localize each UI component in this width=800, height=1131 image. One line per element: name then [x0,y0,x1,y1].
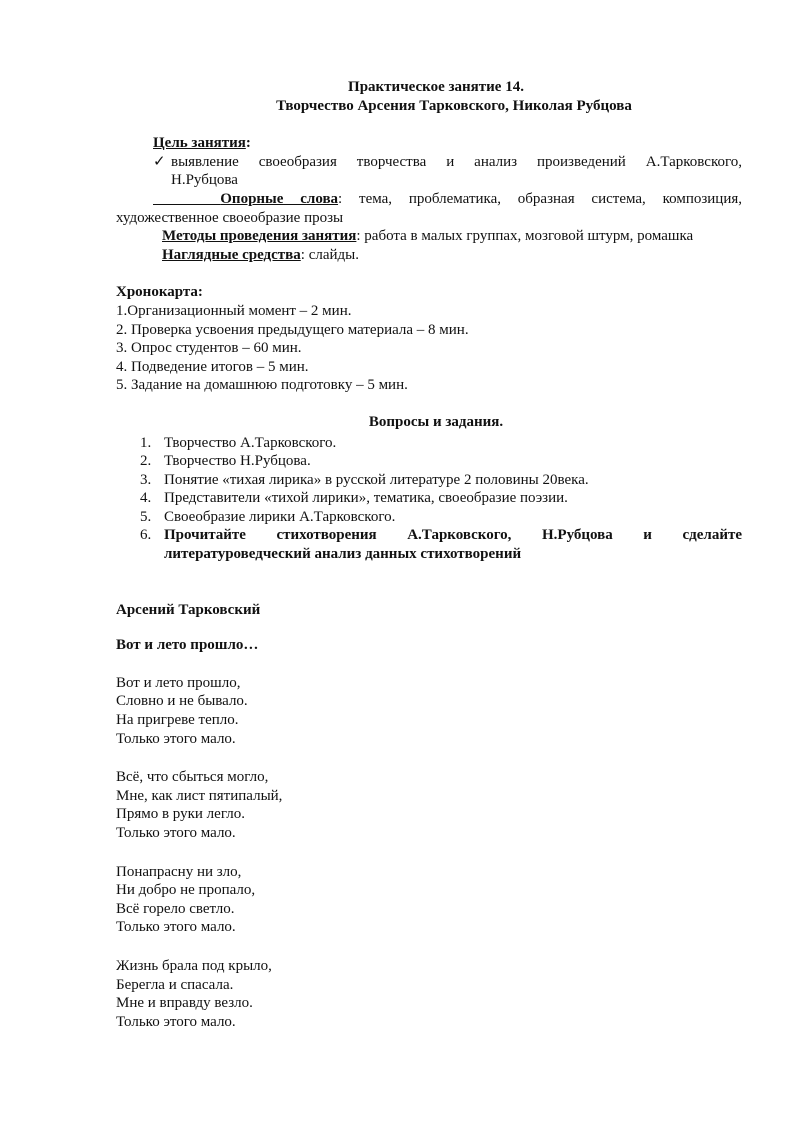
question-text [164,526,742,563]
question-number-wrap [116,508,164,527]
question-text: Своеобразие лирики А.Тарковского. [164,508,396,525]
question-number: 4. [140,490,152,507]
question-number: 5. [140,508,152,525]
goal-text-line-2: Н.Рубцова [171,172,238,189]
poem-line: Понапрасну ни зло, [116,863,242,880]
poem-line: Только этого мало. [116,1013,236,1030]
visual-aids-text: : слайды. [300,246,359,263]
goal-heading-text: Цель занятия [153,135,246,152]
question-item [116,508,742,527]
question-item [116,452,742,471]
methods-label: Методы проведения занятия [162,228,357,245]
keywords-line-1 [116,190,742,209]
visual-aids-line [116,246,742,265]
question-number-wrap [116,471,164,490]
methods-text: : работа в малых группах, мозговой штурм, ромашка [356,228,694,245]
chronocard-item: 3. Опрос студентов – 60 мин. [116,340,302,357]
keywords-text-1: : тема, проблематика, образная система, композиция, [338,190,743,207]
question-number-wrap [116,434,164,453]
goal-heading [116,134,742,153]
poem-line: Только этого мало. [116,919,236,936]
poem-stanza [116,768,742,842]
poem-line: Мне, как лист пятипалый, [116,787,283,804]
poem-line: Жизнь брала под крыло, [116,957,272,974]
poem-stanza [116,957,742,1031]
chronocard-item: 2. Проверка усвоения предыдущего материала – 8 мин. [116,321,469,338]
poem-stanza [116,674,742,748]
title-line-1: Практическое занятие 14. [348,79,524,95]
question-item [116,526,742,563]
poem-author: Арсений Тарковский [116,601,261,618]
goal-text-line-1: выявление своеобразия творчества и анализ произведений А.Тарковского, [171,153,742,170]
question-number: 2. [140,453,152,470]
goal-heading-colon: : [245,135,251,152]
poem-line: Мне и вправду везло. [116,995,253,1012]
question-number: 3. [140,471,152,488]
question-text: Понятие «тихая лирика» в русской литературе 2 половины 20века. [164,471,589,488]
keywords-line-2: художественное своеобразие прозы [116,209,344,226]
question-number-wrap [116,526,164,563]
chronocard-item: 4. Подведение итогов – 5 мин. [116,358,309,375]
document-content [116,78,742,1031]
visual-aids-label: Наглядные средства [162,246,301,263]
question-text: Творчество А.Тарковского. [164,434,337,451]
goal-row [116,153,742,172]
questions-heading: Вопросы и задания. [368,413,504,430]
question-6-line-2: литературоведческий анализ данных стихотворений [164,546,522,563]
question-number: 6. [140,527,152,544]
question-text: Творчество Н.Рубцова. [164,453,311,470]
question-item [116,471,742,490]
poem-title: Вот и лето прошло… [116,637,259,654]
check-icon: ✓ [153,153,166,170]
question-text: Представители «тихой лирики», тематика, своеобразие поэзии. [164,490,568,507]
poem-line: Всё горело светло. [116,900,235,917]
chronocard-item: 1.Организационный момент – 2 мин. [116,302,352,319]
question-item [116,434,742,453]
chronocard-heading: Хронокарта: [116,284,203,301]
poem-line: Словно и не бывало. [116,693,248,710]
poem-line: Прямо в руки легло. [116,806,245,823]
chronocard-item: 5. Задание на домашнюю подготовку – 5 мин. [116,377,408,394]
keywords-label-text: Опорные слова [220,190,339,207]
poem-line: Вот и лето прошло, [116,674,241,691]
keywords-label [153,191,338,207]
title-line-2: Творчество Арсения Тарковского, Николая Рубцова [276,97,632,114]
poem-line: Берегла и спасала. [116,976,234,993]
questions-list [116,434,742,564]
poem-line: Всё, что сбыться могло, [116,769,269,786]
question-item [116,489,742,508]
poem-line: Только этого мало. [116,730,236,747]
poem-line: Ни добро не пропало, [116,882,256,899]
poem-stanza [116,863,742,937]
question-number: 1. [140,434,152,451]
question-6-line-1: Прочитайте стихотворения А.Тарковского, Н.Рубцова и сделайте [164,527,742,544]
poem-line: Только этого мало. [116,825,236,841]
question-number-wrap [116,489,164,508]
question-number-wrap [116,452,164,471]
poem-line: На пригреве тепло. [116,712,239,729]
methods-line [116,227,742,246]
